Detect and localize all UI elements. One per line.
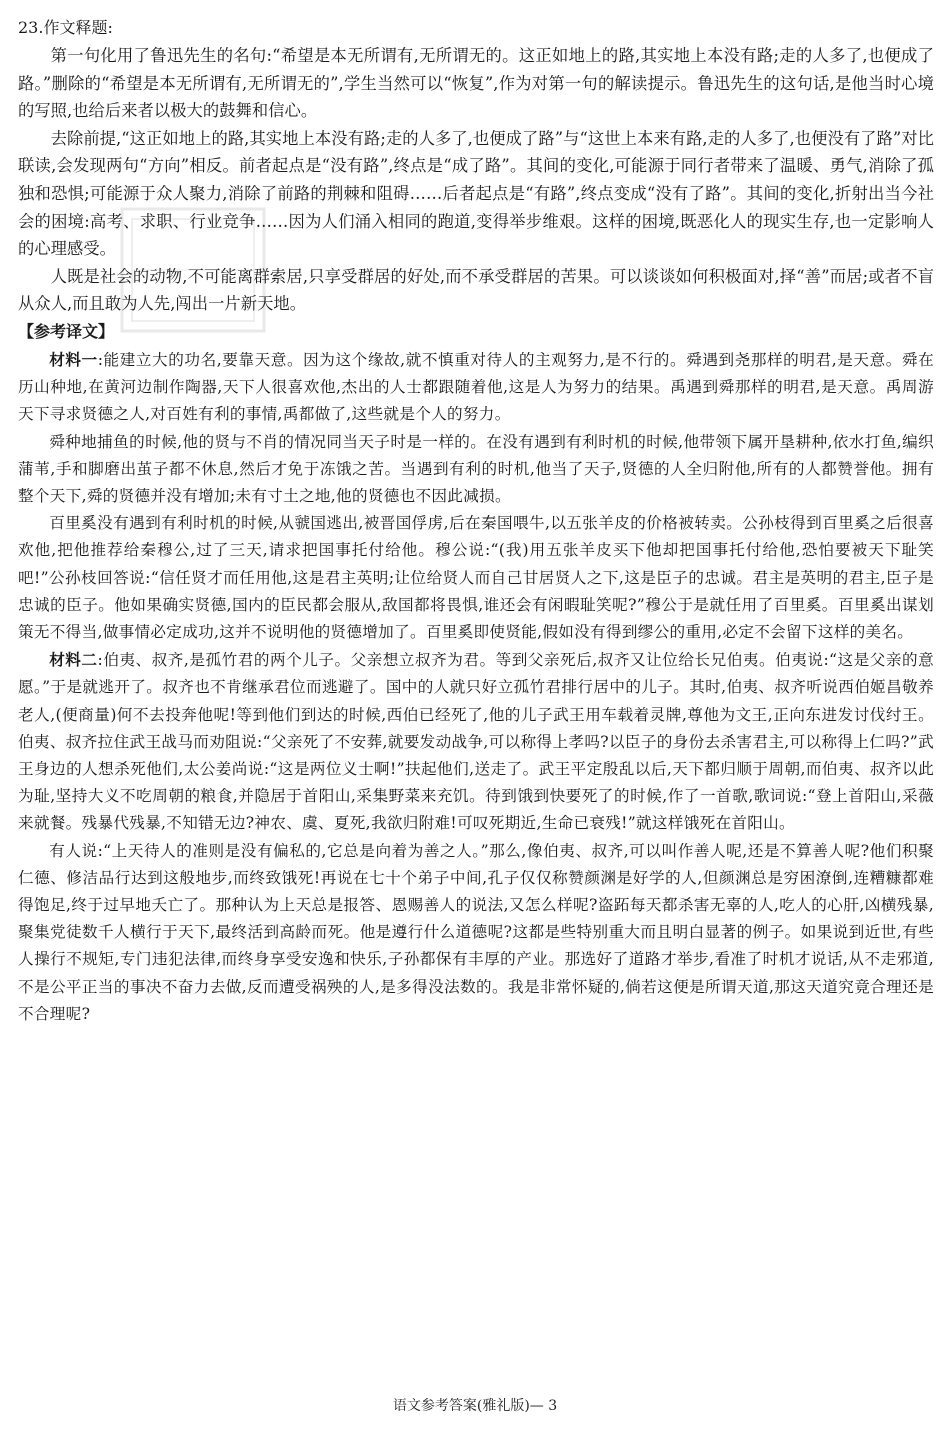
translation-paragraph-4 [18,646,934,837]
essay-paragraph-3: 人既是社会的动物,不可能离群索居,只享受群居的好处,而不承受群居的苦果。可以谈谈如何积极面对,择“善”而居;或者不盲从众人,而且敢为人先,闯出一片新天地。 [18,266,934,314]
material2-label: 材料二 [49,650,98,670]
translation-paragraph-3: 百里奚没有遇到有利时机的时候,从虢国逃出,被晋国俘虏,后在秦国喂牛,以五张羊皮的价格被转卖。公孙枝得到百里奚之后很喜欢他,把他推荐给秦穆公,过了三天,请求把国事托付给他。穆公说:“(我)用五张羊皮买下他却把国事托付给他,恐怕要被天下耻笑吧!”公孙枝回答说:“信任贤才而任用他,这是君主英明;让位给贤人而自己甘居贤人之下,这是臣子的忠诚。君主是英明的君主,臣子是忠诚的臣子。他如果确实贤德,国内的臣民都会服从,敌国都将畏惧,谁还会有闲暇耻笑呢?”穆公于是就任用了百里奚。百里奚出谋划策无不得当,做事情必定成功,这并不说明他的贤德增加了。百里奚即使贤能,假如没有得到缪公的重用,必定不会留下这样的美名。 [18,514,934,641]
material1-intro: :能建立大的功名,要靠天意。因为这个缘故,就不慎重对待人的主观努力,是不行的。舜遇到尧那样的明君,是天意。舜在历山种地,在黄河边制作陶器,天下人很喜欢他,杰出的人士都跟随着他,这是人为努力的结果。禹遇到舜那样的明君,是天意。禹周游天下寻求贤德之人,对百姓有利的事情,禹都做了,这些就是个人的努力。 [18,350,934,424]
essay-paragraph-2: 去除前提,“这正如地上的路,其实地上本没有路;走的人多了,也便成了路”与“这世上本来有路,走的人多了,也便没有了路”对比联读,会发现两句“方向”相反。前者起点是“没有路”,终点是“成了路”。其间的变化,可能源于同行者带来了温暖、勇气,消除了孤独和恐惧;可能源于众人聚力,消除了前路的荆棘和阻碍……后者起点是“有路”,终点变成“没有了路”。其间的变化,折射出当今社会的困境:高考、求职、行业竞争……因为人们涌入相同的跑道,变得举步维艰。这样的困境,既恶化人的现实生存,也一定影响人的心理感受。 [18,128,934,259]
essay-explanation [18,42,934,318]
translation-paragraph-1 [18,346,934,429]
translation-paragraph-5: 有人说:“上天待人的准则是没有偏私的,它总是向着为善之人。”那么,像伯夷、叔齐,可以叫作善人呢,还是不算善人呢?他们积聚仁德、修洁品行达到这般地步,而终致饿死!再说在七十个弟子中间,孔子仅仅称赞颜渊是好学的人,但颜渊总是穷困潦倒,连糟糠都难得饱足,终于过早地夭亡了。那种认为上天总是报答、恩赐善人的说法,又怎么样呢?盗跖每天都杀害无辜的人,吃人的心肝,凶横残暴,聚集党徒数千人横行于天下,最终活到高龄而死。他是遵行什么道德呢?这都是些特别重大而且明白显著的例子。如果说到近世,有些人操行不规矩,专门违犯法律,而终身享受安逸和快乐,子孙都保有丰厚的产业。那选好了道路才举步,看准了时机才说话,从不走邪道,不是公平正当的事决不奋力去做,反而遭受祸殃的人,是多得没法数的。我是非常怀疑的,倘若这便是所谓天道,那这天道究竟合理还是不合理呢? [18,841,934,1023]
page-footer: 语文参考答案(雅礼版)— 3 [392,1398,558,1414]
material2-intro: :伯夷、叔齐,是孤竹君的两个儿子。父亲想立叔齐为君。等到父亲死后,叔齐又让位给长兄伯夷。伯夷说:“这是父亲的意愿。”于是就逃开了。叔齐也不肯继承君位而逃避了。国中的人就只好立孤竹君排行居中的儿子。其时,伯夷、叔齐听说西伯姬昌敬养老人,(便商量)何不去投奔他呢!等到他们到达的时候,西伯已经死了,他的儿子武王用车载着灵牌,尊他为文王,正向东进发讨伐纣王。伯夷、叔齐拉住武王战马而劝阻说:“父亲死了不安葬,就要发动战争,可以称得上孝吗?以臣子的身份去杀害君主,可以称得上仁吗?”武王身边的人想杀死他们,太公姜尚说:“这是两位义士啊!”扶起他们,送走了。武王平定殷乱以后,天下都归顺于周朝,而伯夷、叔齐以此为耻,坚持大义不吃周朝的粮食,并隐居于首阳山,采集野菜来充饥。待到饿到快要死了的时候,作了一首歌,歌词说:“登上首阳山,采薇来就餐。残暴代残暴,不知错无边?神农、虞、夏死,我欲归附难!可叹死期近,生命已衰残!”就这样饿死在首阳山。 [18,651,934,833]
translation-paragraph-2: 舜种地捕鱼的时候,他的贤与不肖的情况同当天子时是一样的。在没有遇到有利时机的时候,他带领下属开垦耕种,依水打鱼,编织蒲苇,手和脚磨出茧子都不休息,然后才免于冻饿之苦。当遇到有利的时机,他当了天子,贤德的人全归附他,所有的人都赞誉他。拥有整个天下,舜的贤德并没有增加;未有寸土之地,他的贤德也不因此减损。 [18,432,934,505]
essay-paragraph-1: 第一句化用了鲁迅先生的名句:“希望是本无所谓有,无所谓无的。这正如地上的路,其实地上本没有路;走的人多了,也便成了路。”删除的“希望是本无所谓有,无所谓无的”,学生当然可以“恢复”,作为对第一句的解读提示。鲁迅先生的这句话,是他当时心境的写照,也给后来者以极大的鼓舞和信心。 [18,46,934,121]
answer-page [18,14,934,1028]
material1-label: 材料一 [49,349,98,369]
translation-title: 【参考译文】 [18,321,115,341]
reference-translation [18,346,934,1028]
question-heading: 23.作文释题: [18,18,113,37]
